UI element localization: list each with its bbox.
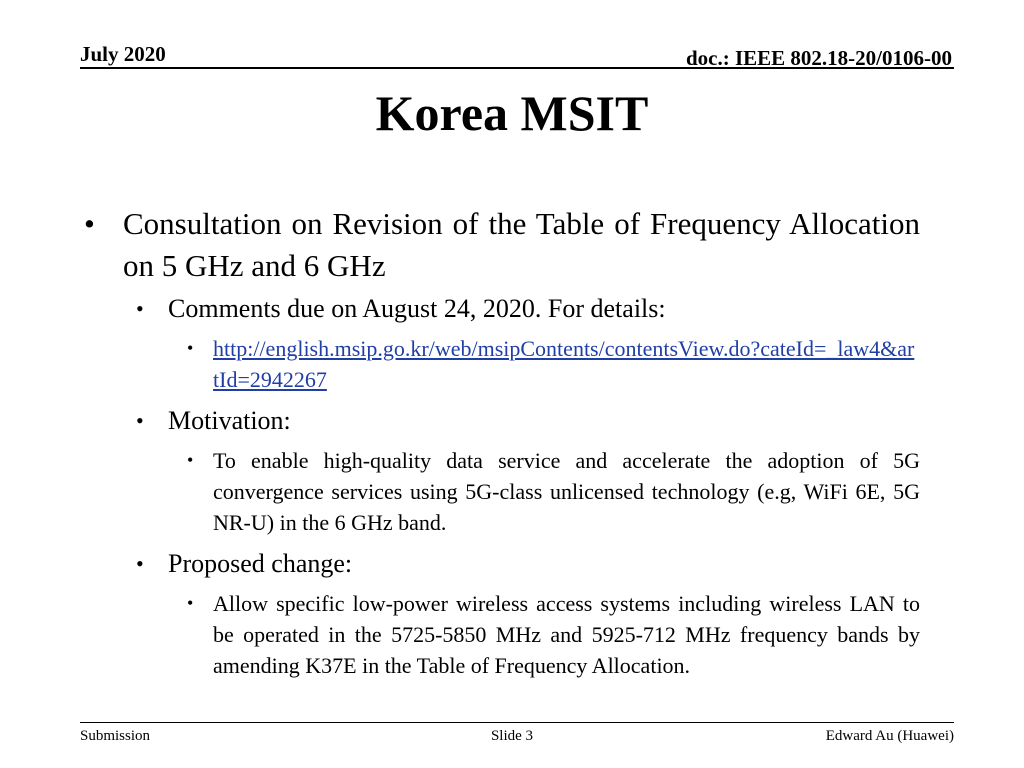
bullet-dot: •: [136, 296, 144, 321]
slide-title: Korea MSIT: [375, 85, 649, 141]
slide-body: [84, 203, 920, 691]
bullet-dot: •: [84, 206, 95, 241]
bullet-proposed-label: Proposed change:: [168, 549, 353, 578]
bullet-dot: •: [136, 408, 144, 433]
bullet-link: [187, 333, 920, 395]
bullet-consultation-text: Consultation on Revision of the Table of Frequency Allocation on 5 GHz and 6 GHz: [123, 206, 920, 283]
bullet-dot: •: [136, 551, 144, 576]
proposed-text: Allow specific low-power wireless access systems including wireless LAN to be operated in the 5725-5850 MHz and 5925-712 MHz frequency bands by amending K37E in the Table of Frequency Allocation.: [213, 591, 920, 678]
footer-author: Edward Au (Huawei): [825, 728, 954, 744]
footer-divider: [80, 722, 954, 723]
header-divider: [80, 67, 954, 69]
bullet-motivation-label: Motivation:: [168, 406, 291, 435]
details-link[interactable]: http://english.msip.go.kr/web/msipContents/contentsView.do?cateId=_law4&artId=2942267: [213, 336, 915, 392]
bullet-motivation: [136, 405, 920, 437]
bullet-dot: •: [187, 338, 194, 358]
motivation-text: To enable high-quality data service and accelerate the adoption of 5G convergence services using 5G-class unlicensed technology (e.g, WiFi 6E, 5G NR-U) in the 6 GHz band.: [213, 448, 920, 535]
bullet-proposed-detail: [187, 588, 920, 681]
bullet-comments: [136, 293, 920, 325]
bullet-dot: •: [187, 450, 194, 470]
footer-submission: Submission: [80, 728, 151, 744]
header-date: July 2020: [80, 42, 166, 66]
footer-slide-number: Slide 3: [490, 728, 534, 744]
bullet-motivation-detail: [187, 445, 920, 538]
bullet-comments-text: Comments due on August 24, 2020. For details:: [168, 294, 666, 323]
bullet-dot: •: [187, 593, 194, 613]
bullet-proposed: [136, 548, 920, 580]
header-doc-id: doc.: IEEE 802.18-20/0106-00: [685, 46, 952, 70]
bullet-consultation: [84, 203, 920, 287]
